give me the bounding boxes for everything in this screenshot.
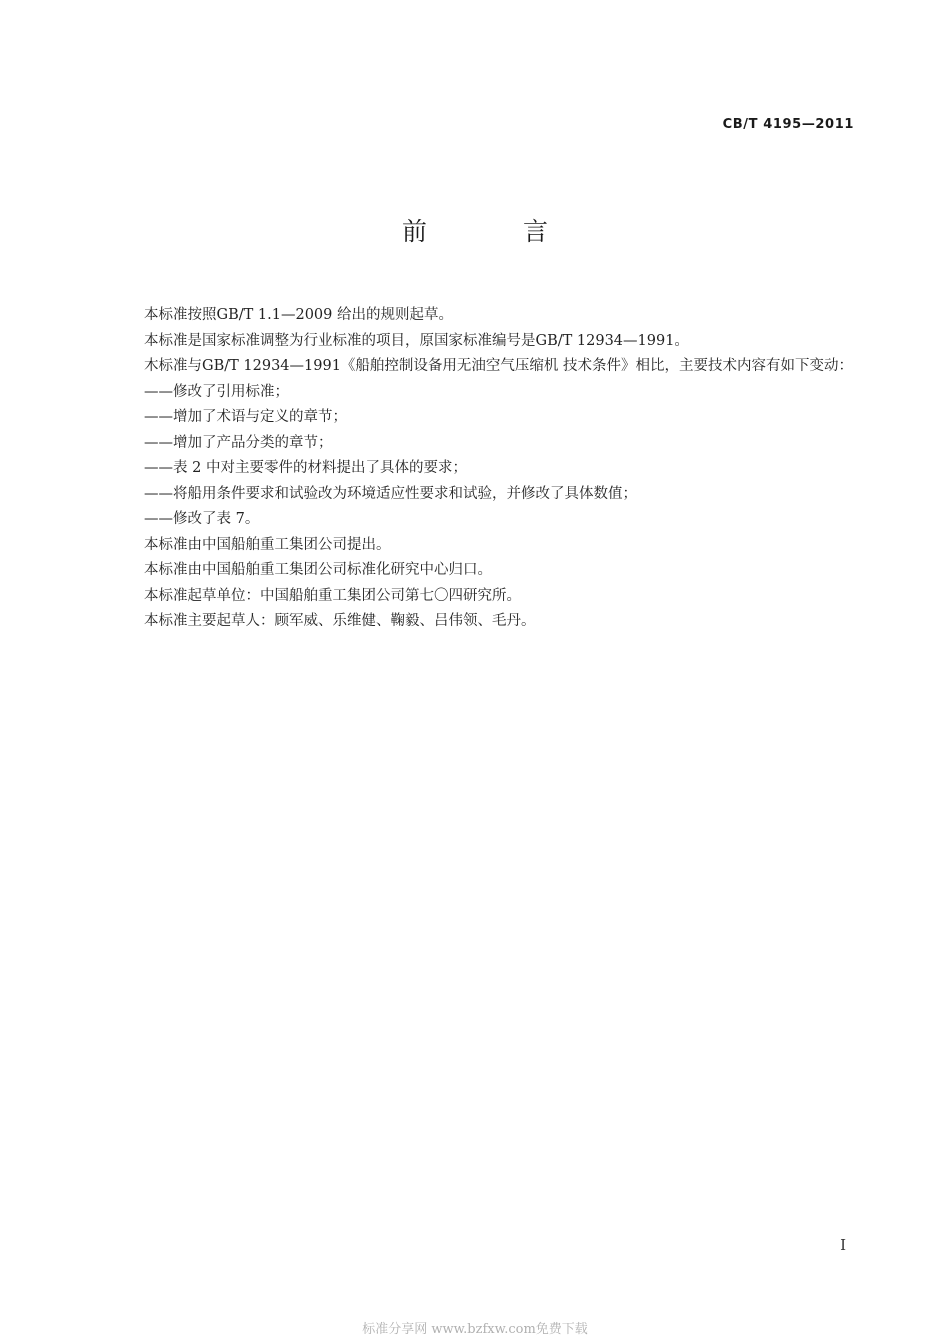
watermark: 标准分享网 www.bzfxw.com免费下载 [362,1322,588,1337]
standard-number: CB/T 4195—2011 [722,117,854,132]
list-item-change-3: ——增加了产品分类的章节； [144,434,333,451]
paragraph-drafting-unit: 本标准起草单位：中国船舶重工集团公司第七〇四研究所。 [144,587,521,604]
page-number: I [840,1236,846,1254]
list-item-change-6: ——修改了表 7。 [144,511,260,527]
list-item-change-1: ——修改了引用标准； [144,383,289,400]
foreword-body [114,303,858,635]
list-item-change-4: ——表 2 中对主要零件的材料提出了具体的要求； [144,460,467,476]
paragraph-drafting-rules: 本标准按照GB/T 1.1—2009 给出的规则起草。 [144,307,453,323]
list-item-change-5: ——将船用条件要求和试验改为环境适应性要求和试验，并修改了具体数值； [144,485,637,502]
page-title: 前 言 [402,217,592,246]
paragraph-administrator: 本标准由中国船舶重工集团公司标准化研究中心归口。 [144,562,492,578]
paragraph-drafters: 本标准主要起草人：顾军威、乐维健、鞠毅、吕伟领、毛丹。 [144,613,536,629]
list-item-change-2: ——增加了术语与定义的章节； [144,409,347,425]
paragraph-proposer: 本标准由中国船舶重工集团公司提出。 [144,536,391,553]
paragraph-comparison: 木标准与GB/T 12934—1991《船舶控制设备用无油空气压缩机 技术条件》相比，主要技术内容有如下变动： [144,358,854,374]
paragraph-origin: 本标准是国家标准调整为行业标准的项目，原国家标准编号是GB/T 12934—1991。 [144,332,689,349]
